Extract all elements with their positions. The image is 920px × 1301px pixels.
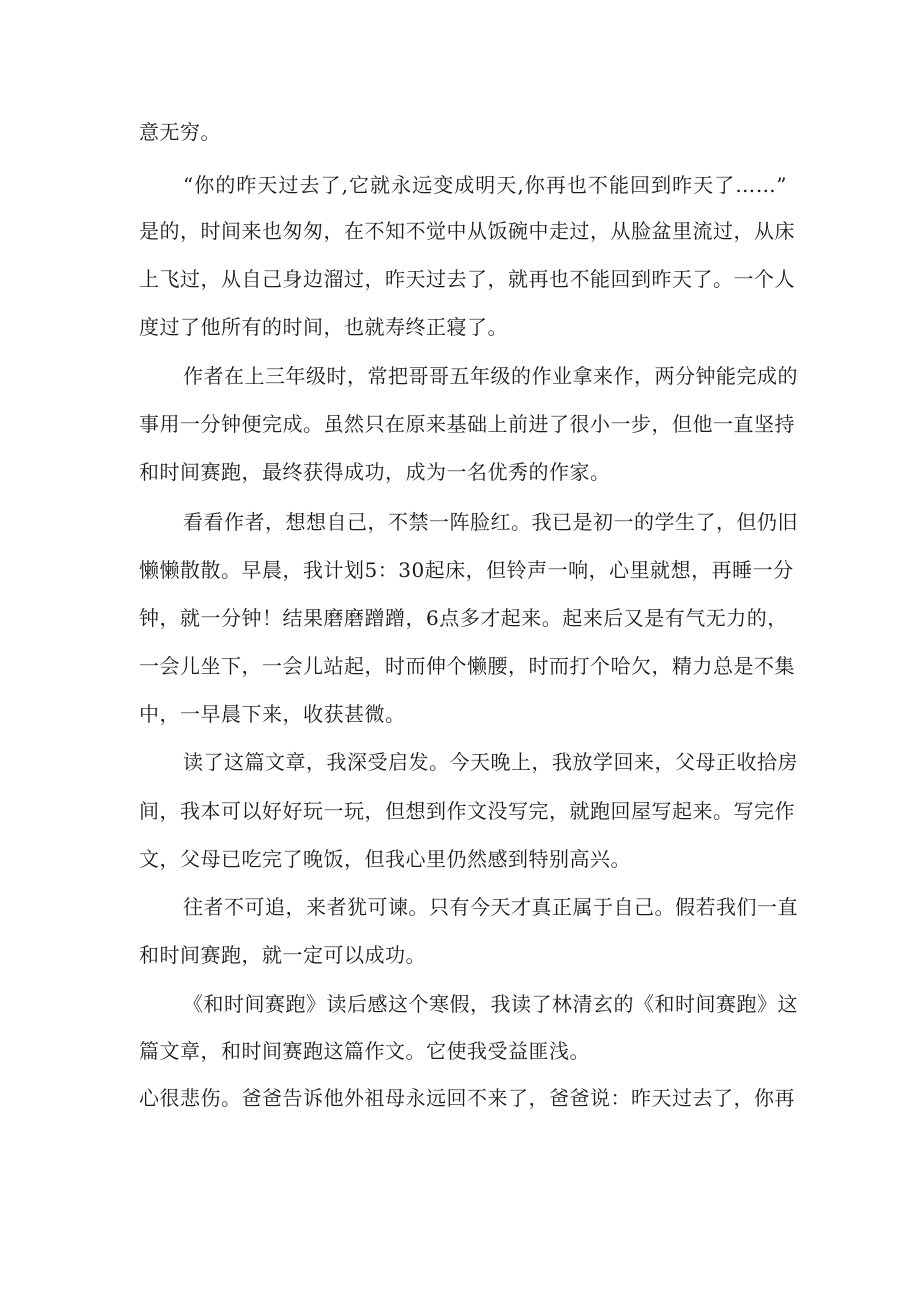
paragraph-line: 看看作者，想想自己，不禁一阵脸红。我已是初一的学生了，但仍旧	[183, 510, 798, 534]
paragraph-line: 作者在上三年级时，常把哥哥五年级的作业拿来作，两分钟能完成的	[183, 364, 798, 388]
paragraph-line: 《和时间赛跑》读后感这个寒假，我读了林清玄的《和时间赛跑》这	[183, 992, 798, 1016]
quote-line: “你的昨天过去了,它就永远变成明天,你再也不能回到昨天了……”	[183, 173, 787, 197]
text-line-3: 是的，时间来也匆匆，在不知不觉中从饭碗中走过，从脸盆里流过，从床	[139, 219, 795, 243]
paragraph-line: 读了这篇文章，我深受启发。今天晚上，我放学回来，父母正收拾房	[183, 750, 798, 774]
paragraph-line: 篇文章，和时间赛跑这篇作文。它使我受益匪浅。	[139, 1039, 590, 1063]
text-line-4: 上飞过，从自己身边溜过，昨天过去了，就再也不能回到昨天了。一个人	[139, 267, 795, 291]
paragraph-line: 间，我本可以好好玩一玩，但想到作文没写完，就跑回屋写起来。写完作	[139, 799, 795, 823]
paragraph-line: 往者不可追，来者犹可谏。只有今天才真正属于自己。假若我们一直	[183, 895, 798, 919]
paragraph-line: 懒懒散散。早晨，我计划5：30起床，但铃声一响，心里就想，再睡一分	[139, 558, 794, 582]
paragraph-line: 一会儿坐下，一会儿站起，时而伸个懒腰，时而打个哈欠，精力总是不集	[139, 654, 795, 678]
paragraph-line: 心很悲伤。爸爸告诉他外祖母永远回不来了，爸爸说：昨天过去了，你再	[139, 1086, 795, 1110]
paragraph-line: 中，一早晨下来，收获甚微。	[139, 702, 406, 726]
paragraph-line: 和时间赛跑，就一定可以成功。	[139, 943, 426, 967]
paragraph-line: 事用一分钟便完成。虽然只在原来基础上前进了很小一步，但他一直坚持	[139, 412, 795, 436]
text-line-5: 度过了他所有的时间，也就寿终正寝了。	[139, 315, 508, 339]
paragraph-line: 和时间赛跑，最终获得成功，成为一名优秀的作家。	[139, 460, 611, 484]
paragraph-line: 钟，就一分钟！结果磨磨蹭蹭，6点多才起来。起来后又是有气无力的，	[139, 606, 788, 630]
paragraph-line: 文，父母已吃完了晚饭，但我心里仍然感到特别高兴。	[139, 847, 631, 871]
text-line-1: 意无穷。	[139, 120, 221, 144]
